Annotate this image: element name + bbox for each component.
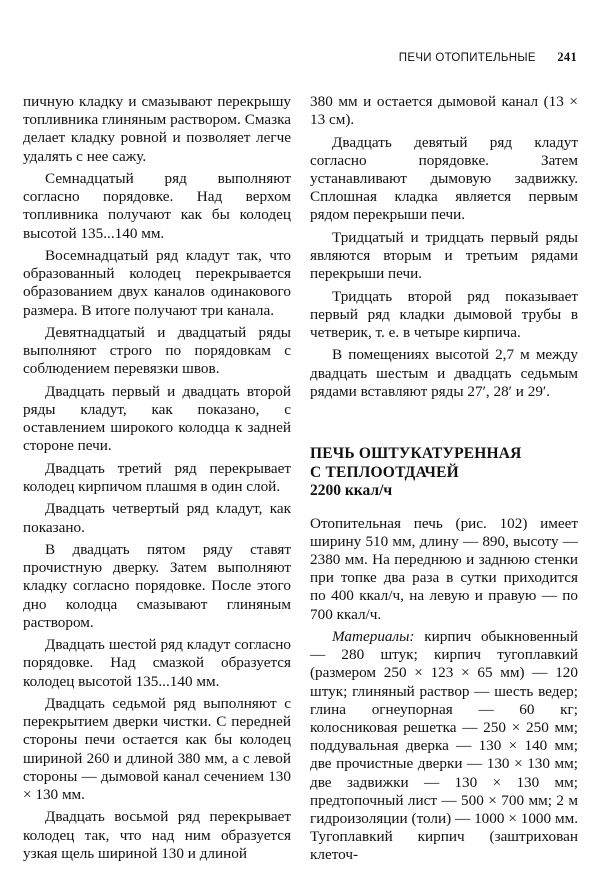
paragraph: Тридцатый и тридцать первый ряды являются вторым и третьим рядами перекрыши печи. bbox=[310, 228, 578, 283]
paragraph: Отопительная печь (рис. 102) имеет ширину 510 мм, длину — 890, высоту — 2380 мм. На переднюю и заднюю стенки при топке два раза в сутки приходится по 400 ккал/ч, на левую и правую — по 700 ккал/ч. bbox=[310, 514, 578, 623]
section-heading-line2: С ТЕПЛООТДАЧЕЙ bbox=[310, 463, 459, 481]
materials-label: Материалы: bbox=[332, 627, 415, 645]
left-column bbox=[23, 93, 291, 867]
paragraph: Тридцать второй ряд показывает первый ряд кладки дымовой трубы в четверик, т. е. в четыре кирпича. bbox=[310, 287, 578, 341]
paragraph: Семнадцатый ряд выполняют согласно порядовке. Над верхом топливника получают как бы колодец высотой 135...140 мм. bbox=[23, 170, 291, 242]
section-heading-line1: ПЕЧЬ ОШТУКАТУРЕННАЯ bbox=[310, 445, 522, 462]
paragraph: Двадцать шестой ряд кладут согласно порядовке. Над смазкой образуется колодец высотой 135...140 мм. bbox=[23, 636, 291, 690]
section-subtitle: 2200 ккал/ч bbox=[310, 482, 393, 499]
materials-paragraph bbox=[310, 628, 578, 865]
running-head-title: ПЕЧИ ОТОПИТЕЛЬНЫЕ bbox=[398, 52, 536, 64]
section-heading bbox=[310, 445, 578, 501]
running-head bbox=[399, 50, 577, 65]
paragraph: В помещениях высотой 2,7 м между двадцать шестым и двадцать седьмым рядами вставляют ряды 27′, 28′ и 29′. bbox=[310, 346, 578, 400]
right-column bbox=[310, 93, 578, 869]
paragraph: Двадцать восьмой ряд перекрывает колодец так, что над ним образуется узкая щель шириной 130 и длиной bbox=[23, 808, 291, 862]
paragraph: Двадцать девятый ряд кладут согласно порядовке. Затем устанавливают дымовую задвижку. Сплошная кладка является первым рядом перекрыши печи. bbox=[310, 133, 578, 224]
paragraph: Девятнадцатый и двадцатый ряды выполняют строго по порядовкам с соблюдением перевязки швов. bbox=[23, 324, 291, 378]
paragraph: 380 мм и остается дымовой канал (13 × 13 см). bbox=[310, 93, 578, 129]
paragraph: Двадцать первый и двадцать второй ряды кладут, как показано, с оставлением широкого колодца к задней стороне печи. bbox=[23, 382, 291, 455]
page-number: 241 bbox=[557, 50, 577, 64]
paragraph: пичную кладку и смазывают перекрышу топливника глиняным раствором. Смазка делает кладку ровной и позволяет легче удалять с нее сажу. bbox=[23, 93, 291, 165]
paragraph: Восемнадцатый ряд кладут так, что образованный колодец перекрывается образованием двух каналов одинакового размера. В итоге получают три канала. bbox=[23, 247, 291, 319]
paragraph: В двадцать пятом ряду ставят прочистную дверку. Затем выполняют кладку согласно порядовке. После этого дно колодца смазывают глиняным раствором. bbox=[23, 540, 291, 631]
paragraph: Двадцать седьмой ряд выполняют с перекрытием дверки чистки. С передней стороны печи остается как бы колодец шириной 260 и длиной 380 мм, а с левой стороны — дымовой канал сечением 130 × 130 мм. bbox=[23, 694, 291, 803]
paragraph: Двадцать третий ряд перекрывает колодец кирпичом плашмя в один слой. bbox=[23, 459, 291, 495]
materials-text: кирпич обыкновенный — 280 штук; кирпич тугоплавкий (размером 250 × 123 × 65 мм) — 120 штук; глиняный раствор — шесть ведер; глина огнеупорная — 60 кг; колосниковая решетка — 250 × 250 мм; поддувальная дверка — 130 × 140 мм; две прочистные дверки — 130 × 130 мм; две задвижки — 130 × 130 мм; предтопочный лист — 500 × 700 мм; 2 м гидроизоляции (толи) — 1000 × 1000 мм. Тугоплавкий кирпич (заштрихован клеточ- bbox=[310, 627, 578, 864]
paragraph: Двадцать четвертый ряд кладут, как показано. bbox=[23, 500, 291, 536]
